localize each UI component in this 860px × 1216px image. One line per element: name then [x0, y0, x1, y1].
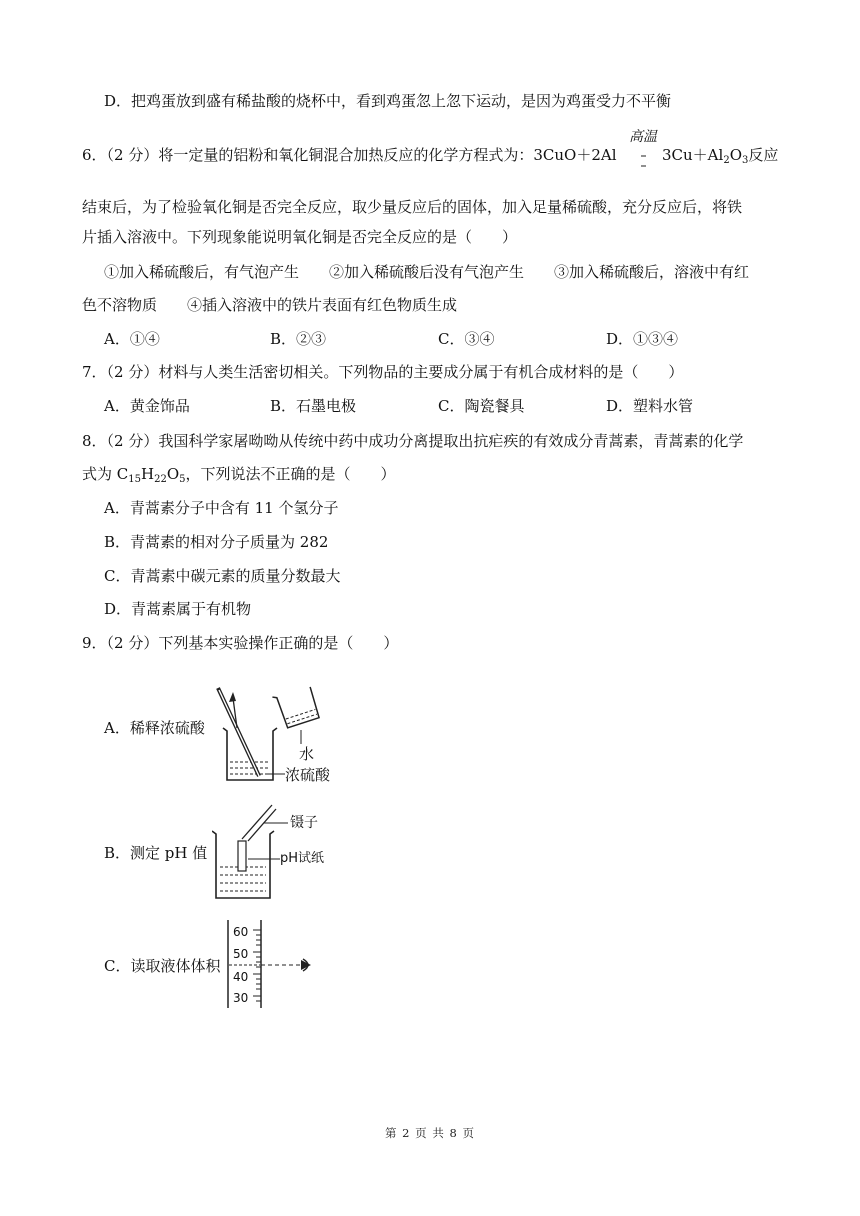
q9-stem: 9．（2 分）下列基本实验操作正确的是（ ）	[82, 634, 399, 652]
oxygen-symbol: O	[166, 465, 180, 483]
page-footer: 第 2 页 共 8 页	[385, 1126, 475, 1140]
tick-label-40: 40	[233, 970, 249, 984]
q8-option-c: C．青蒿素中碳元素的质量分数最大	[104, 567, 341, 585]
q7-option-c: C．陶瓷餐具	[438, 397, 525, 415]
subscript: 3	[742, 155, 749, 166]
q8-option-d: D．青蒿素属于有机物	[104, 600, 252, 618]
q6-stem-line2: 结束后，为了检验氧化铜是否完全反应，取少量反应后的固体，加入足量稀硫酸，充分反应后，将铁	[82, 198, 743, 216]
q9-option-b: B．测定 pH 值	[104, 844, 208, 862]
q9-option-a: A．稀释浓硫酸	[104, 719, 205, 737]
subscript: 2	[723, 155, 730, 166]
subscript: 15	[128, 474, 141, 485]
subscript: 5	[179, 474, 186, 485]
q8-stem-line2	[82, 463, 396, 485]
label-tweezers: 镊子	[290, 815, 318, 831]
q6-option-b: B．②③	[270, 330, 327, 348]
q6-items-line2: 色不溶物质 ④插入溶液中的铁片表面有红色物质生成	[82, 296, 458, 314]
q6-option-a: A．①④	[104, 330, 160, 348]
q6-items-line1: ①加入稀硫酸后，有气泡产生 ②加入稀硫酸后没有气泡产生 ③加入稀硫酸后，溶液中有红	[104, 263, 750, 281]
figure-dilute-acid	[215, 684, 365, 790]
equation-arrow-mark	[636, 152, 656, 172]
q6-tail: 反应	[748, 146, 779, 164]
q6-stem-line3: 片插入溶液中。下列现象能说明氧化铜是否完全反应的是（ ）	[82, 228, 518, 246]
q6-reaction-condition: 高温	[629, 129, 657, 145]
q7-stem: 7．（2 分）材料与人类生活密切相关。下列物品的主要成分属于有机合成材料的是（ ）	[82, 363, 684, 381]
q6-products: 3Cu＋Al	[662, 146, 724, 164]
q9-option-c: C．读取液体体积	[104, 957, 221, 975]
subscript: 22	[154, 474, 167, 485]
q8-option-b: B．青蒿素的相对分子质量为 282	[104, 533, 329, 551]
figure-graduated-cylinder	[225, 918, 325, 1014]
q7-option-d: D．塑料水管	[606, 397, 694, 415]
q6-equation-products	[662, 144, 778, 166]
formula-suffix: ，下列说法不正确的是（ ）	[185, 465, 396, 483]
q6-lead: 6．（2 分）将一定量的铝粉和氧化铜混合加热反应的化学方程式为：3CuO＋2Al	[82, 146, 617, 164]
q7-option-b: B．石墨电极	[270, 397, 357, 415]
q8-option-a: A．青蒿素分子中含有 11 个氢分子	[104, 499, 339, 517]
q8-stem-line1: 8．（2 分）我国科学家屠呦呦从传统中药中成功分离提取出抗疟疾的有效成分青蒿素，青蒿素的化学	[82, 432, 744, 450]
label-water: 水	[299, 745, 315, 763]
q5-option-d: D．把鸡蛋放到盛有稀盐酸的烧杯中，看到鸡蛋忽上忽下运动，是因为鸡蛋受力不平衡	[104, 92, 672, 110]
tick-label-50: 50	[233, 947, 249, 961]
tick-label-60: 60	[233, 925, 249, 939]
formula-prefix: 式为 C	[82, 465, 129, 483]
label-ph-paper: pH试纸	[280, 851, 325, 866]
tick-label-30: 30	[233, 991, 249, 1005]
hydrogen-symbol: H	[140, 465, 155, 483]
q6-stem-line1	[82, 144, 617, 166]
q6-option-c: C．③④	[438, 330, 495, 348]
label-conc-acid: 浓硫酸	[285, 766, 331, 784]
oxygen-symbol: O	[729, 146, 742, 164]
q6-option-d: D．①③④	[606, 330, 679, 348]
q7-option-a: A．黄金饰品	[104, 397, 190, 415]
figure-ph-test	[212, 803, 342, 907]
